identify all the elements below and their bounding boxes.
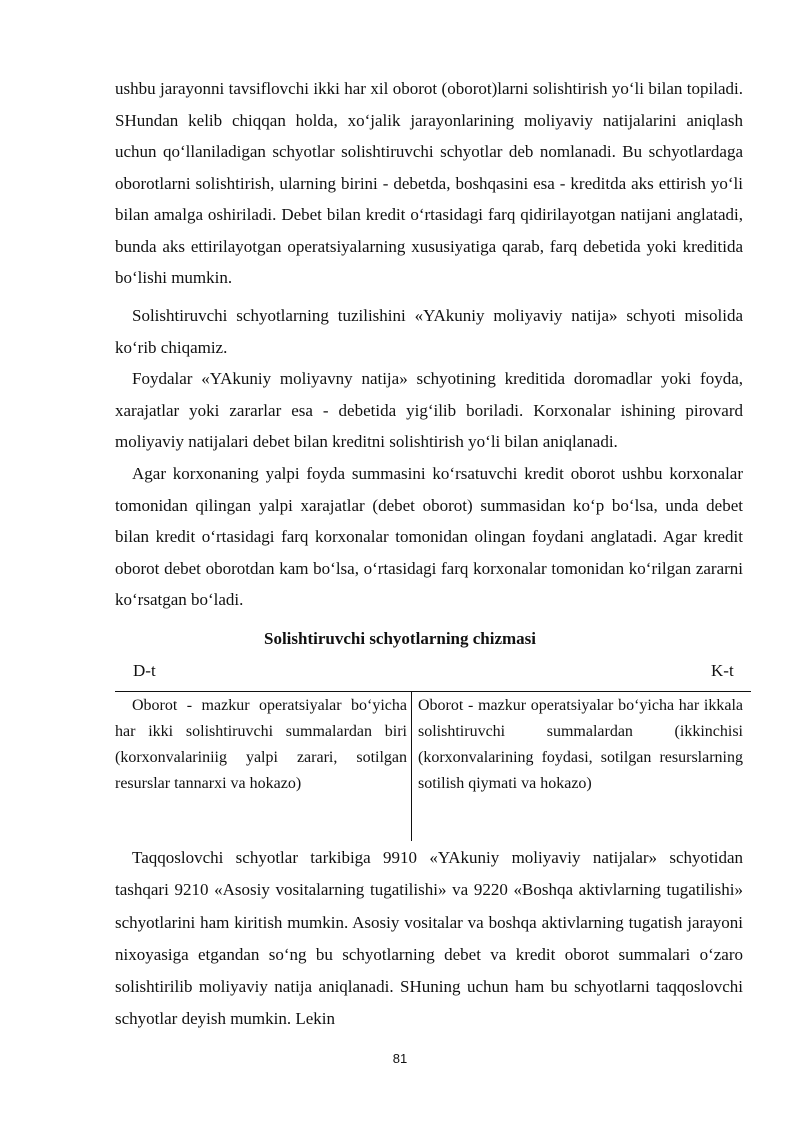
paragraph-1: ushbu jarayonni tavsiflovchi ikki har xil oborot (oborot)larni solishtirish yo‘li bilan topiladi. SHundan kelib chiqqan holda, xo‘jalik jarayonlarining moliyaviy natijalarini aniqlash uchun qo‘llaniladigan schyotlar solishtiruvchi schyotlar deb nomlanadi. Bu schyotlardaga oborotlarni solishtirish, ularning birini - debetda, boshqasini esa - kreditda aks ettirish yo‘li bilan amalga oshiriladi. Debet bilan kredit o‘rtasidagi farq qidirilayotgan natijani anglatadi, bunda aks ettirilayotgan operatsiyalarning xususiyatiga qarab, farq debetida yoki kreditida bo‘lishi mumkin. (115, 79, 743, 287)
credit-side-text: Oborot - mazkur operatsiyalar bo‘yicha har ikkala solishtiruvchi summalardan (ikkinchisi (korxonvalarining foydasi, sotilgan resurslarning sotilish qiymati va hokazo) (418, 697, 743, 792)
paragraph-3: Foydalar «YAkuniy moliyavny natija» schyotining kreditida doromadlar yoki foyda, xarajatlar yoki zararlar esa - debetida yig‘ilib boriladi. Korxonalar ishining pirovard moliyaviy natijalari debet bilan kreditni solishtirish yo‘li bilan aniqlanadi. (115, 369, 743, 451)
t-account-horizontal-line (115, 691, 751, 692)
debit-label: D-t (133, 661, 156, 680)
t-account-vertical-line (411, 691, 412, 841)
page-number: 81 (392, 1051, 408, 1066)
paragraph-4: Agar korxonaning yalpi foyda summasini ko‘rsatuvchi kredit oborot ushbu korxonalar tomonidan qilingan yalpi xarajatlar (debet oborot) summasidan ko‘p bo‘lsa, unda debet bilan kredit o‘rtasidagi farq korxonalar tomonidan olingan foydani anglatadi. Agar kredit oborot debet oborotdan kam bo‘lsa, o‘rtasidagi farq korxonalar tomonidan ko‘rilgan zararni ko‘rsatgan bo‘ladi. (115, 464, 743, 609)
paragraph-2: Solishtiruvchi schyotlarning tuzilishini «YAkuniy moliyaviy natija» schyoti misolida ko‘rib chiqamiz. (115, 306, 743, 357)
debit-side-text: Oborot - mazkur operatsiyalar bo‘yicha har ikki solishtiruvchi summalardan biri (korxonvalariniig yalpi zarari, sotilgan resurslar tannarxi va hokazo) (115, 697, 407, 792)
paragraph-5: Taqqoslovchi schyotlar tarkibiga 9910 «YAkuniy moliyaviy natijalar» schyotidan tashqari 9210 «Asosiy vositalarning tugatilishi» va 9220 «Boshqa aktivlarning tugatilishi» schyotlarini ham kiritish mumkin. Asosiy vositalar va boshqa aktivlarning tugatish jarayoni nixoyasiga etgandan so‘ng bu schyotlarning debet va kredit oborot summalari o‘zaro solishtirilib moliyaviy natija aniqlanadi. SHuning uchun ham bu schyotlarni taqqoslovchi schyotlar deyish mumkin. Lekin (115, 848, 743, 1029)
diagram-title: Solishtiruvchi schyotlarning chizmasi (263, 629, 537, 648)
credit-label: K-t (711, 661, 734, 680)
